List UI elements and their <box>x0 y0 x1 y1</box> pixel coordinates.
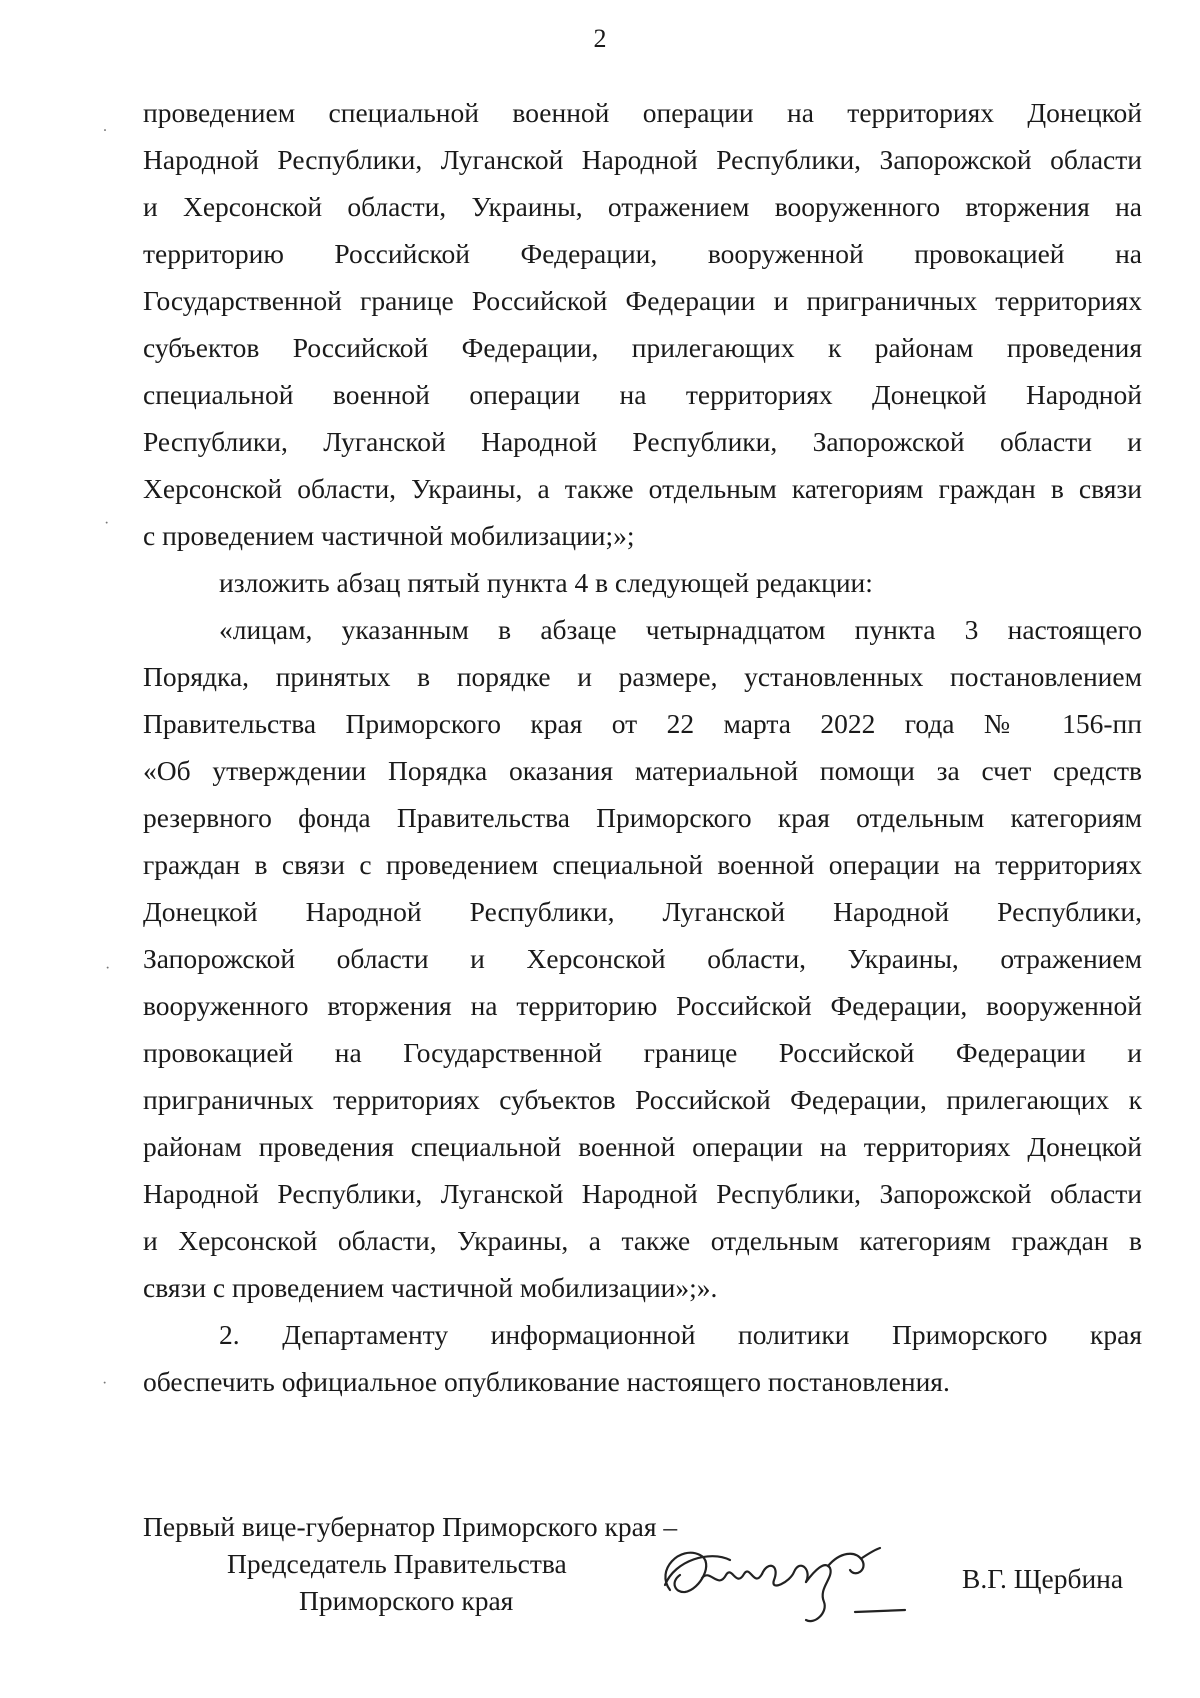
text-line: и Херсонской области, Украины, отражением вооруженного вторжения на <box>143 191 1142 222</box>
margin-mark: . <box>103 118 107 135</box>
text-line: субъектов Российской Федерации, прилегающих к районам проведения <box>143 332 1142 363</box>
signer-title-line-3: Приморского края <box>299 1585 514 1616</box>
text-line: обеспечить официальное опубликование настоящего постановления. <box>143 1366 950 1397</box>
text-line: Донецкой Народной Республики, Луганской Народной Республики, <box>143 896 1142 927</box>
text-line: районам проведения специальной военной операции на территориях Донецкой <box>143 1131 1142 1162</box>
text-line: резервного фонда Правительства Приморского края отдельным категориям <box>143 802 1142 833</box>
text-line: вооруженного вторжения на территорию Российской Федерации, вооруженной <box>143 990 1142 1021</box>
margin-mark: · <box>102 1375 108 1392</box>
text-line: 2. Департаменту информационной политики Приморского края <box>219 1319 1142 1350</box>
signer-title-line-2: Председатель Правительства <box>227 1548 567 1579</box>
text-line: территорию Российской Федерации, вооруженной провокацией на <box>143 238 1142 269</box>
text-line: граждан в связи с проведением специальной военной операции на территориях <box>143 849 1142 880</box>
signer-title-line-1: Первый вице-губернатор Приморского края – <box>143 1511 678 1542</box>
text-line: связи с проведением частичной мобилизации»;». <box>143 1272 718 1303</box>
handwritten-signature <box>640 1530 910 1630</box>
signer-name: В.Г. Щербина <box>962 1563 1124 1594</box>
text-line: провокацией на Государственной границе Российской Федерации и <box>143 1037 1142 1068</box>
text-line: с проведением частичной мобилизации;»; <box>143 520 635 551</box>
text-line: Республики, Луганской Народной Республики, Запорожской области и <box>143 426 1142 457</box>
text-line: Государственной границе Российской Федерации и приграничных территориях <box>143 285 1142 316</box>
margin-mark: · <box>104 515 110 532</box>
text-line: Херсонской области, Украины, а также отдельным категориям граждан в связи <box>143 473 1142 504</box>
text-line: Народной Республики, Луганской Народной Республики, Запорожской области <box>143 144 1142 175</box>
text-line: изложить абзац пятый пункта 4 в следующей редакции: <box>219 567 873 598</box>
margin-mark: · <box>105 960 111 977</box>
text-line: Народной Республики, Луганской Народной Республики, Запорожской области <box>143 1178 1142 1209</box>
text-line: проведением специальной военной операции на территориях Донецкой <box>143 97 1142 128</box>
text-line: специальной военной операции на территориях Донецкой Народной <box>143 379 1142 410</box>
text-line: Запорожской области и Херсонской области, Украины, отражением <box>143 943 1142 974</box>
text-line: Порядка, принятых в порядке и размере, установленных постановлением <box>143 661 1142 692</box>
text-line: и Херсонской области, Украины, а также отдельным категориям граждан в <box>143 1225 1142 1256</box>
text-line: приграничных территориях субъектов Российской Федерации, прилегающих к <box>143 1084 1142 1115</box>
page-number: 2 <box>593 24 607 53</box>
text-line: Правительства Приморского края от 22 марта 2022 года № 156-пп <box>143 708 1142 739</box>
text-line: «Об утверждении Порядка оказания материальной помощи за счет средств <box>143 755 1142 786</box>
text-line: «лицам, указанным в абзаце четырнадцатом пункта 3 настоящего <box>219 614 1142 645</box>
